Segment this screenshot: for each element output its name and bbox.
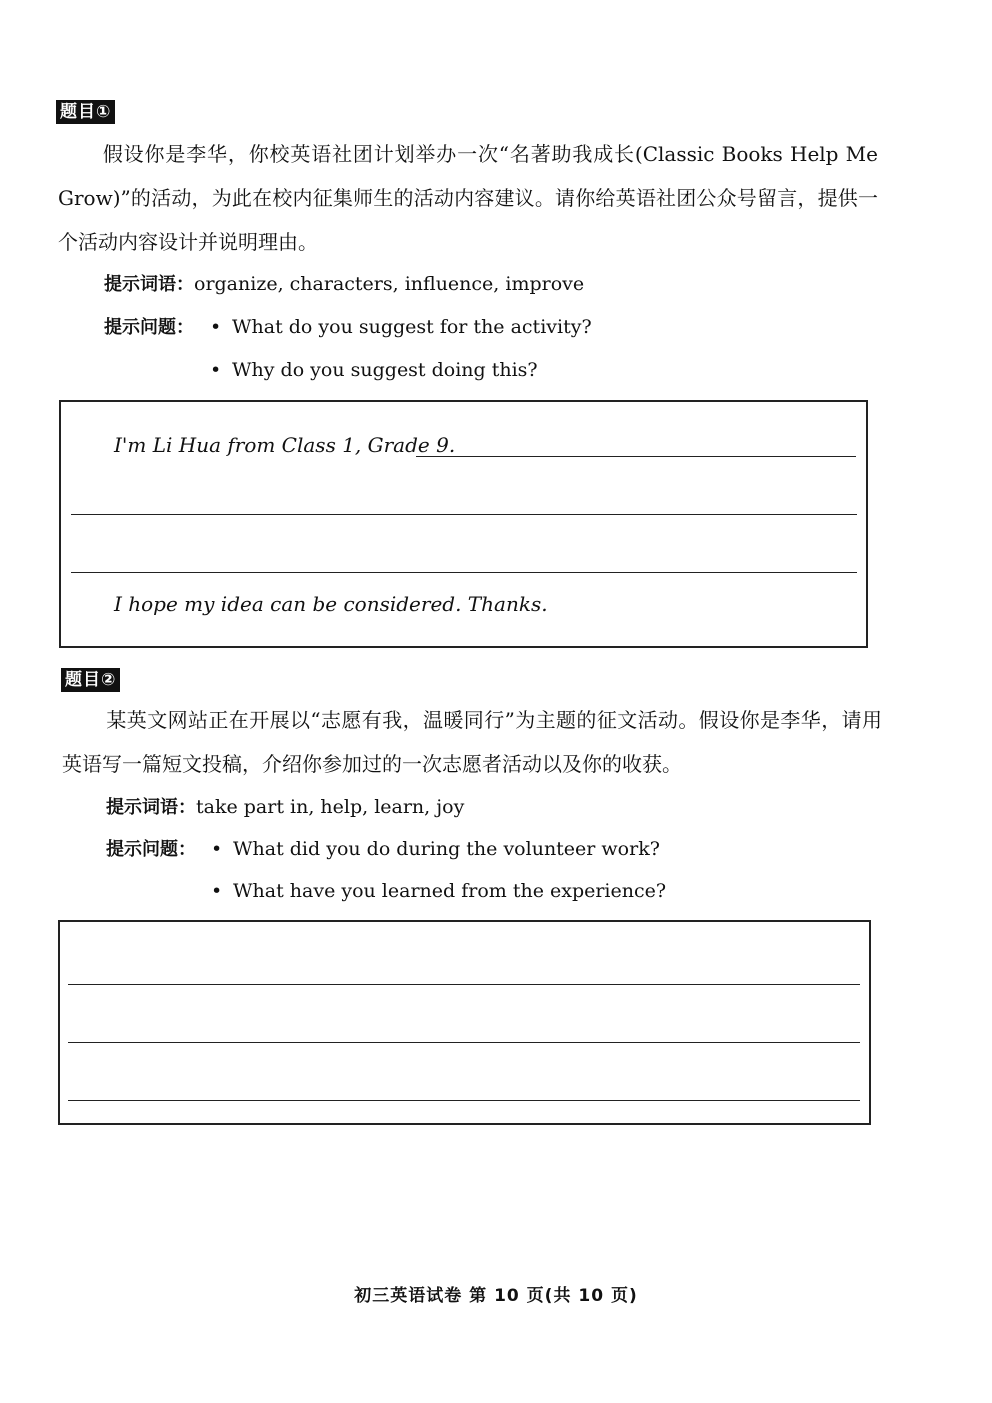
answer-closing-sentence: I hope my idea can be considered. Thanks. xyxy=(114,592,548,616)
page-footer: 初三英语试卷 第 10 页(共 10 页) xyxy=(354,1286,638,1306)
hint-words-label: 提示词语： xyxy=(106,797,196,818)
question-1-hint-questions-label xyxy=(104,314,194,341)
question-2-question-2: • What have you learned from the experience? xyxy=(211,880,667,902)
question-1-question-2: • Why do you suggest doing this? xyxy=(210,359,538,381)
hint-questions-label: 提示问题： xyxy=(104,317,194,338)
hint-words-label: 提示词语： xyxy=(104,274,194,295)
question-text: What did you do during the volunteer work? xyxy=(233,838,660,860)
question-2-prompt-text: 某英文网站正在开展以“志愿有我，温暖同行”为主题的征文活动。假设你是李华，请用英语写一篇短文投稿，介绍你参加过的一次志愿者活动以及你的收获。 xyxy=(62,708,882,776)
question-2-tag: 题目② xyxy=(61,668,120,692)
answer-line[interactable] xyxy=(71,514,857,515)
answer-line[interactable] xyxy=(416,456,856,457)
question-1-hint-words xyxy=(104,271,584,298)
hint-words-text: take part in, help, learn, joy xyxy=(196,796,465,818)
question-1-tag: 题目① xyxy=(56,100,115,124)
question-text: What do you suggest for the activity? xyxy=(232,316,592,338)
question-2-answer-box xyxy=(58,920,871,1125)
hint-words-text: organize, characters, influence, improve xyxy=(194,273,585,295)
question-2-hint-words xyxy=(106,794,464,821)
question-2-hint-questions-label xyxy=(106,836,196,863)
question-2-prompt xyxy=(62,698,882,786)
hint-questions-label: 提示问题： xyxy=(106,839,196,860)
answer-line[interactable] xyxy=(71,572,857,573)
question-1-prompt xyxy=(58,132,878,264)
question-1-prompt-text: 假设你是李华，你校英语社团计划举办一次“名著助我成长(Classic Books Help Me Grow)”的活动，为此在校内征集师生的活动内容建议。请你给英语社团公众号留言，提供一个活动内容设计并说明理由。 xyxy=(58,142,878,254)
question-text: Why do you suggest doing this? xyxy=(232,359,538,381)
question-text: What have you learned from the experience? xyxy=(233,880,667,902)
answer-opening-sentence: I'm Li Hua from Class 1, Grade 9. xyxy=(114,433,456,457)
answer-line[interactable] xyxy=(68,1042,860,1043)
question-1-question-1: • What do you suggest for the activity? xyxy=(210,316,592,338)
question-2-question-1: • What did you do during the volunteer work? xyxy=(211,838,660,860)
answer-line[interactable] xyxy=(68,1100,860,1101)
answer-line[interactable] xyxy=(68,984,860,985)
